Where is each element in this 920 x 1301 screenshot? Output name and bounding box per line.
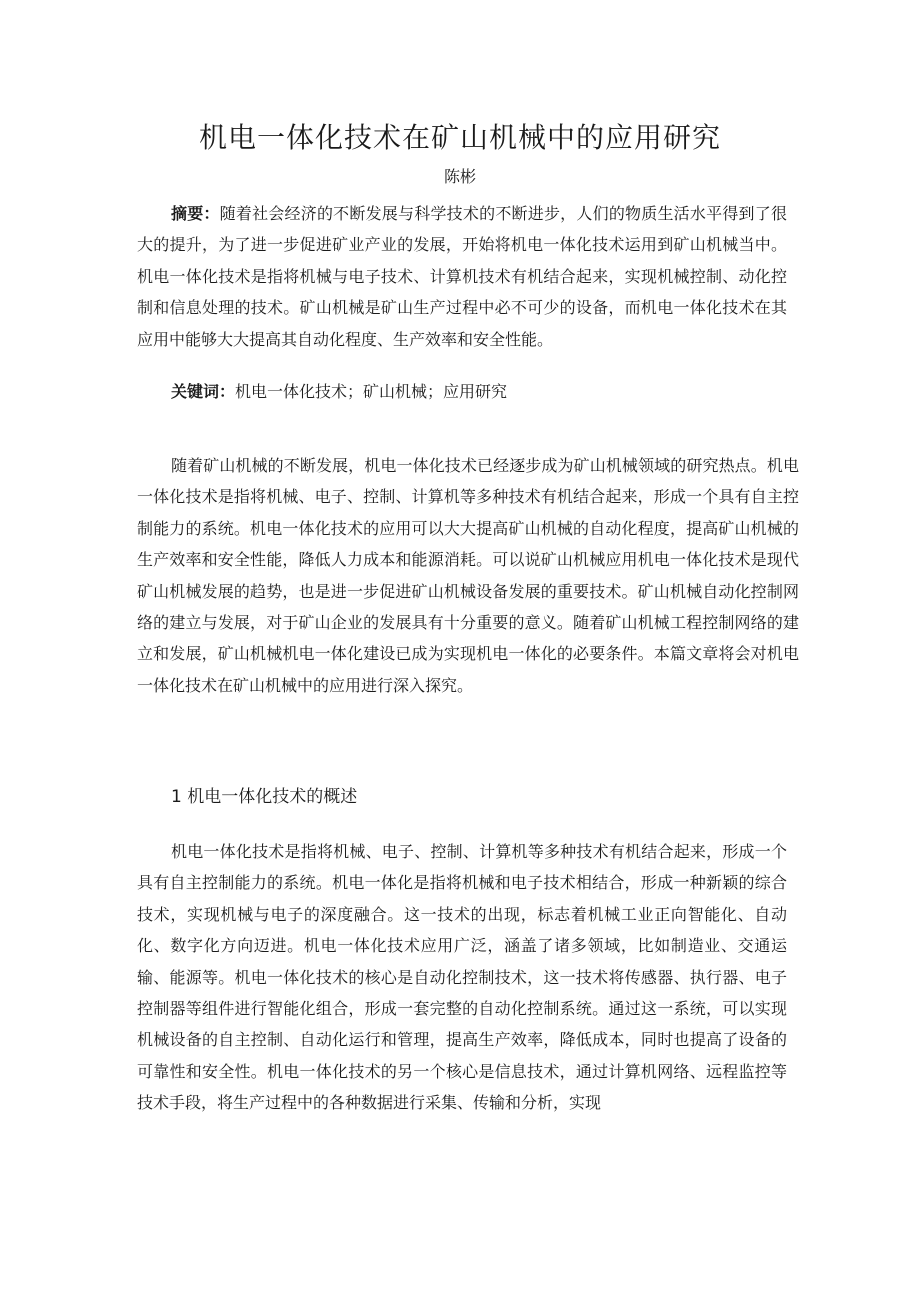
intro-paragraph: 随着矿山机械的不断发展，机电一体化技术已经逐步成为矿山机械领域的研究热点。机电一体化技术是指将机械、电子、控制、计算机等多种技术有机结合起来，形成一个具有自主控制能力的系统。机电一体化技术的应用可以大大提高矿山机械的自动化程度，提高矿山机械的生产效率和安全性能，降低人力成本和能源消耗。可以说矿山机械应用机电一体化技术是现代矿山机械发展的趋势，也是进一步促进矿山机械设备发展的重要技术。矿山机械自动化控制网络的建立与发展，对于矿山企业的发展具有十分重要的意义。随着矿山机械工程控制网络的建立和发展，矿山机械机电一体化建设已成为实现机电一体化的必要条件。本篇文章将会对机电一体化技术在矿山机械中的应用进行深入探究。 [137, 456, 799, 695]
keywords-text: 机电一体化技术；矿山机械；应用研究 [235, 382, 508, 401]
keywords-label: 关键词： [171, 382, 236, 401]
section-paragraph: 机电一体化技术是指将机械、电子、控制、计算机等多种技术有机结合起来，形成一个具有自主控制能力的系统。机电一体化是指将机械和电子技术相结合，形成一种新颖的综合技术，实现机械与电子的深度融合。这一技术的出现，标志着机械工业正向智能化、自动化、数字化方向迈进。机电一体化技术应用广泛，涵盖了诸多领域，比如制造业、交通运输、能源等。机电一体化技术的核心是自动化控制技术，这一技术将传感器、执行器、电子控制器等组件进行智能化组合，形成一套完整的自动化控制系统。通过这一系统，可以实现机械设备的自主控制、自动化运行和管理，提高生产效率，降低成本，同时也提高了设备的可靠性和安全性。机电一体化技术的另一个核心是信息技术，通过计算机网络、远程监控等技术手段，将生产过程中的各种数据进行采集、传输和分析，实现 [137, 842, 787, 1113]
abstract-label: 摘要： [171, 204, 220, 223]
keywords [171, 378, 787, 406]
abstract-text: 随着社会经济的不断发展与科学技术的不断进步，人们的物质生活水平得到了很大的提升，为了进一步促进矿业产业的发展，开始将机电一体化技术运用到矿山机械当中。机电一体化技术是指将机械与电子技术、计算机技术有机结合起来，实现机械控制、动化控制和信息处理的技术。矿山机械是矿山生产过程中必不可少的设备，而机电一体化技术在其应用中能够大大提高其自动化程度、生产效率和安全性能。 [137, 204, 787, 349]
section-heading: 1 机电一体化技术的概述 [171, 787, 358, 807]
abstract [137, 198, 787, 355]
author-name: 陈彬 [443, 167, 476, 186]
paper-title: 机电一体化技术在矿山机械中的应用研究 [198, 121, 721, 154]
